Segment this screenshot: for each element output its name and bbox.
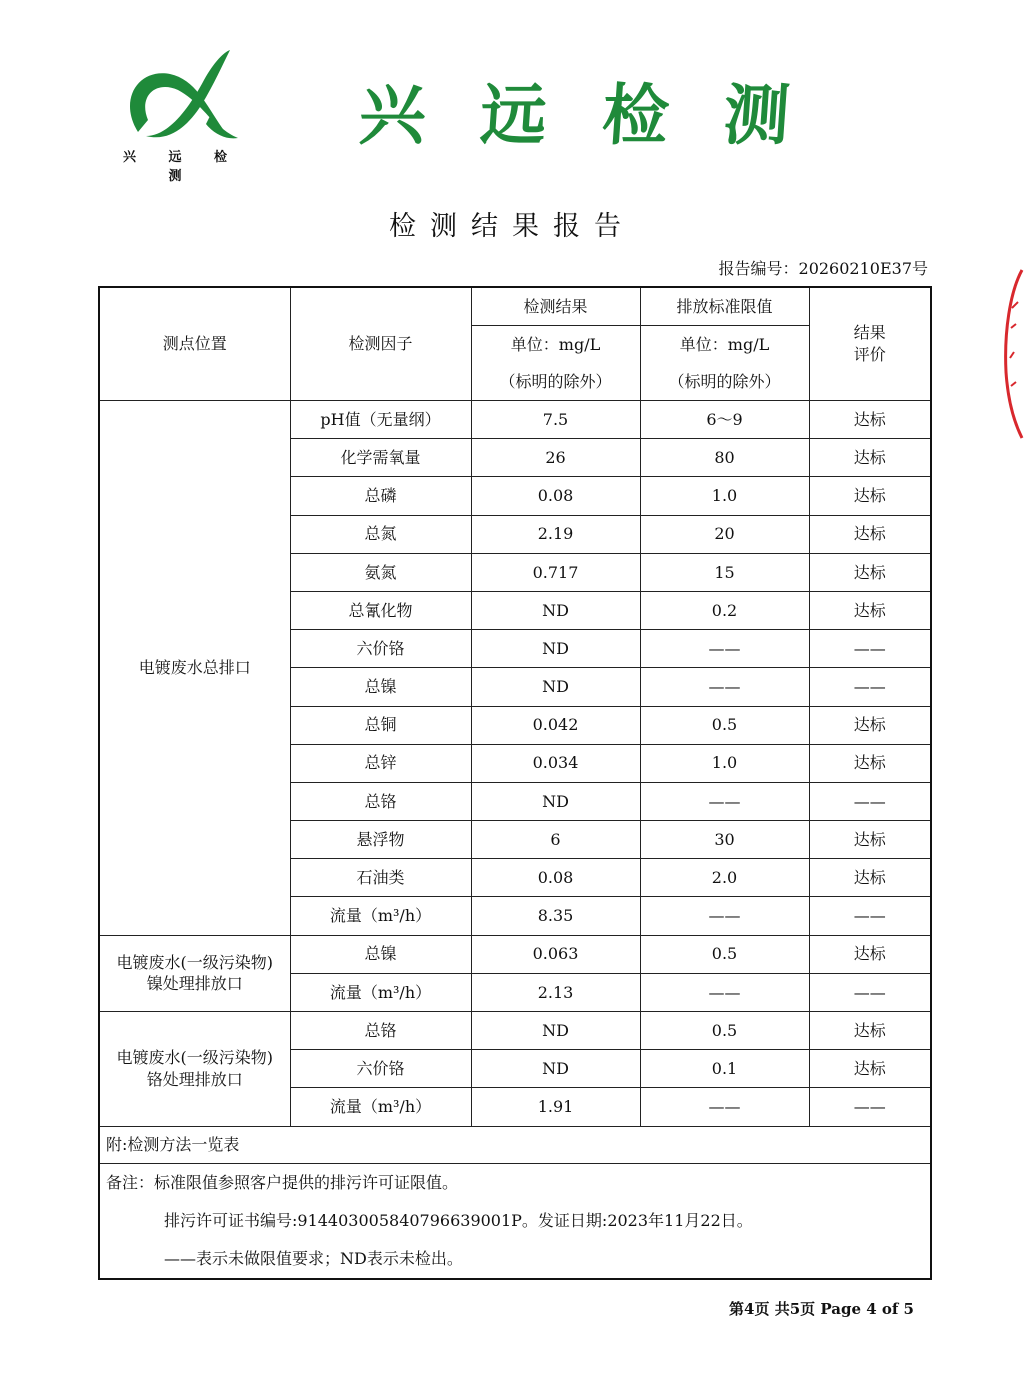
location-cell: 电镀废水总排口 (99, 401, 290, 936)
limit-cell: 0.2 (640, 591, 809, 629)
header-eval: 结果 评价 (809, 287, 931, 401)
brand-name (356, 62, 793, 157)
unit-result: 单位：mg/L (471, 326, 640, 364)
factor-cell: 总铬 (290, 782, 471, 820)
table-row (99, 1012, 931, 1050)
header-result: 检测结果 (471, 287, 640, 326)
limit-cell: —— (640, 1088, 809, 1126)
limit-cell: —— (640, 782, 809, 820)
factor-cell: 总氮 (290, 515, 471, 553)
limit-cell: 1.0 (640, 744, 809, 782)
result-cell: 0.042 (471, 706, 640, 744)
unit-limit: 单位：mg/L (640, 326, 809, 364)
eval-cell: 达标 (809, 859, 931, 897)
result-cell: 2.19 (471, 515, 640, 553)
table-row (99, 401, 931, 439)
appendix-note: 附:检测方法一览表 (99, 1126, 931, 1163)
location-cell: 电镀废水(一级污染物)铬处理排放口 (99, 1012, 290, 1127)
result-cell: 7.5 (471, 401, 640, 439)
brand-char: 远 (478, 76, 550, 154)
result-cell: ND (471, 668, 640, 706)
eval-cell: 达标 (809, 591, 931, 629)
result-cell: 2.13 (471, 973, 640, 1011)
eval-cell: 达标 (809, 553, 931, 591)
results-table (98, 286, 932, 1280)
location-cell: 电镀废水(一级污染物)镍处理排放口 (99, 935, 290, 1011)
limit-cell: 1.0 (640, 477, 809, 515)
result-cell: 8.35 (471, 897, 640, 935)
brand-char: 兴 (356, 76, 429, 154)
result-cell: 26 (471, 439, 640, 477)
result-cell: ND (471, 630, 640, 668)
eval-cell: 达标 (809, 401, 931, 439)
limit-cell: —— (640, 973, 809, 1011)
result-cell: 1.91 (471, 1088, 640, 1126)
header-factor: 检测因子 (290, 287, 471, 401)
factor-cell: pH值（无量纲） (290, 401, 471, 439)
logo-caption: 兴 远 检 测 (122, 150, 242, 184)
factor-cell: 总铬 (290, 1012, 471, 1050)
factor-cell: 总氰化物 (290, 591, 471, 629)
limit-cell: 2.0 (640, 859, 809, 897)
brand-char: 检 (599, 76, 671, 154)
eval-cell: —— (809, 668, 931, 706)
factor-cell: 流量（m³/h） (290, 897, 471, 935)
eval-cell: 达标 (809, 706, 931, 744)
eval-cell: —— (809, 630, 931, 668)
brand-char: 测 (720, 76, 793, 154)
result-cell: ND (471, 591, 640, 629)
result-cell: ND (471, 782, 640, 820)
table-row (99, 935, 931, 973)
remark-label: 备注： (106, 1172, 155, 1192)
factor-cell: 六价铬 (290, 1050, 471, 1088)
eval-cell: —— (809, 897, 931, 935)
factor-cell: 六价铬 (290, 630, 471, 668)
factor-cell: 总镍 (290, 935, 471, 973)
eval-cell: —— (809, 1088, 931, 1126)
limit-cell: 6～9 (640, 401, 809, 439)
limit-cell: 0.5 (640, 935, 809, 973)
remarks-block (99, 1163, 931, 1279)
eval-cell: 达标 (809, 744, 931, 782)
page-title: 检测结果报告 (389, 211, 635, 242)
eval-cell: 达标 (809, 515, 931, 553)
eval-cell: 达标 (809, 439, 931, 477)
header-location: 测点位置 (99, 287, 290, 401)
result-cell: 0.063 (471, 935, 640, 973)
limit-cell: 15 (640, 553, 809, 591)
result-cell: ND (471, 1050, 640, 1088)
page-footer: 第4页 共5页 Page 4 of 5 (729, 1300, 914, 1318)
factor-cell: 流量（m³/h） (290, 1088, 471, 1126)
eval-cell: 达标 (809, 935, 931, 973)
result-cell: 0.08 (471, 859, 640, 897)
result-cell: 0.717 (471, 553, 640, 591)
result-cell: 0.034 (471, 744, 640, 782)
remark-3: ——表示未做限值要求；ND表示未检出。 (164, 1248, 463, 1268)
factor-cell: 氨氮 (290, 553, 471, 591)
limit-cell: 0.5 (640, 1012, 809, 1050)
header-limit: 排放标准限值 (640, 287, 809, 326)
report-number: 报告编号：20260210E37号 (718, 259, 928, 278)
factor-cell: 流量（m³/h） (290, 973, 471, 1011)
eval-cell: 达标 (809, 1012, 931, 1050)
eval-cell: —— (809, 782, 931, 820)
remark-2: 排污许可证书编号:91440300584079663900​1P。发证日期:2023年11月22日。 (164, 1210, 753, 1230)
factor-cell: 总锌 (290, 744, 471, 782)
limit-cell: 20 (640, 515, 809, 553)
limit-cell: 0.5 (640, 706, 809, 744)
remark-1: 标准限值参照客户提供的排污许可证限值。 (154, 1172, 459, 1192)
unit-result-note: （标明的除外） (471, 363, 640, 401)
eval-cell: 达标 (809, 1050, 931, 1088)
limit-cell: 0.1 (640, 1050, 809, 1088)
eval-cell: 达标 (809, 477, 931, 515)
factor-cell: 石油类 (290, 859, 471, 897)
factor-cell: 总磷 (290, 477, 471, 515)
eval-cell: 达标 (809, 821, 931, 859)
factor-cell: 悬浮物 (290, 821, 471, 859)
eval-cell: —— (809, 973, 931, 1011)
result-cell: ND (471, 1012, 640, 1050)
logo-mark-icon (118, 40, 246, 150)
unit-limit-note: （标明的除外） (640, 363, 809, 401)
factor-cell: 总镍 (290, 668, 471, 706)
limit-cell: —— (640, 897, 809, 935)
limit-cell: —— (640, 668, 809, 706)
limit-cell: 80 (640, 439, 809, 477)
factor-cell: 总铜 (290, 706, 471, 744)
result-cell: 0.08 (471, 477, 640, 515)
factor-cell: 化学需氧量 (290, 439, 471, 477)
seal-stamp-icon (996, 262, 1024, 442)
limit-cell: 30 (640, 821, 809, 859)
result-cell: 6 (471, 821, 640, 859)
limit-cell: —— (640, 630, 809, 668)
